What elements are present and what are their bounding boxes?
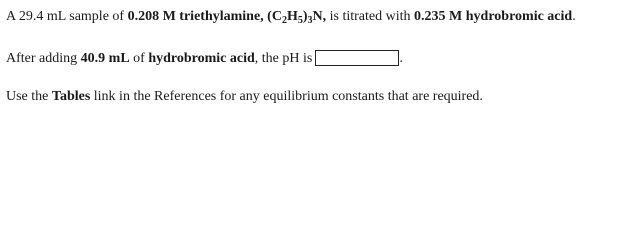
compound-paren: ) (302, 9, 308, 24)
compound-name: triethylamine, (C (179, 9, 282, 24)
compound-h: H (286, 9, 298, 24)
note-text: Use the (6, 89, 52, 104)
references-note (6, 89, 483, 105)
ph-answer-input[interactable] (315, 50, 399, 66)
problem-text: A 29.4 mL sample of (6, 9, 128, 24)
tables-link[interactable]: Tables (51, 89, 91, 104)
period: . (572, 9, 576, 24)
question-text: After adding (6, 51, 81, 66)
titrant-concentration: 0.235 M (414, 9, 463, 24)
problem-statement (6, 9, 576, 25)
titrant-name: hydrobromic acid (465, 9, 573, 24)
note-text-2: link in the References for any equilibrium constants that are required. (90, 89, 483, 104)
base-name (179, 9, 326, 24)
added-volume: 40.9 mL (80, 51, 130, 66)
subscript-3: 3 (307, 15, 313, 26)
question-text-2: of (129, 51, 149, 66)
compound-n: N, (312, 9, 327, 24)
problem-text-2: is titrated with (326, 9, 415, 24)
subscript-2: 2 (281, 15, 287, 26)
question-text-3: , the pH is (254, 51, 313, 66)
titrant-name-2: hydrobromic acid (148, 51, 255, 66)
question-line (6, 50, 403, 67)
base-concentration: 0.208 M (127, 9, 176, 24)
subscript-5: 5 (297, 15, 303, 26)
answer-trailing-period: . (399, 51, 403, 66)
